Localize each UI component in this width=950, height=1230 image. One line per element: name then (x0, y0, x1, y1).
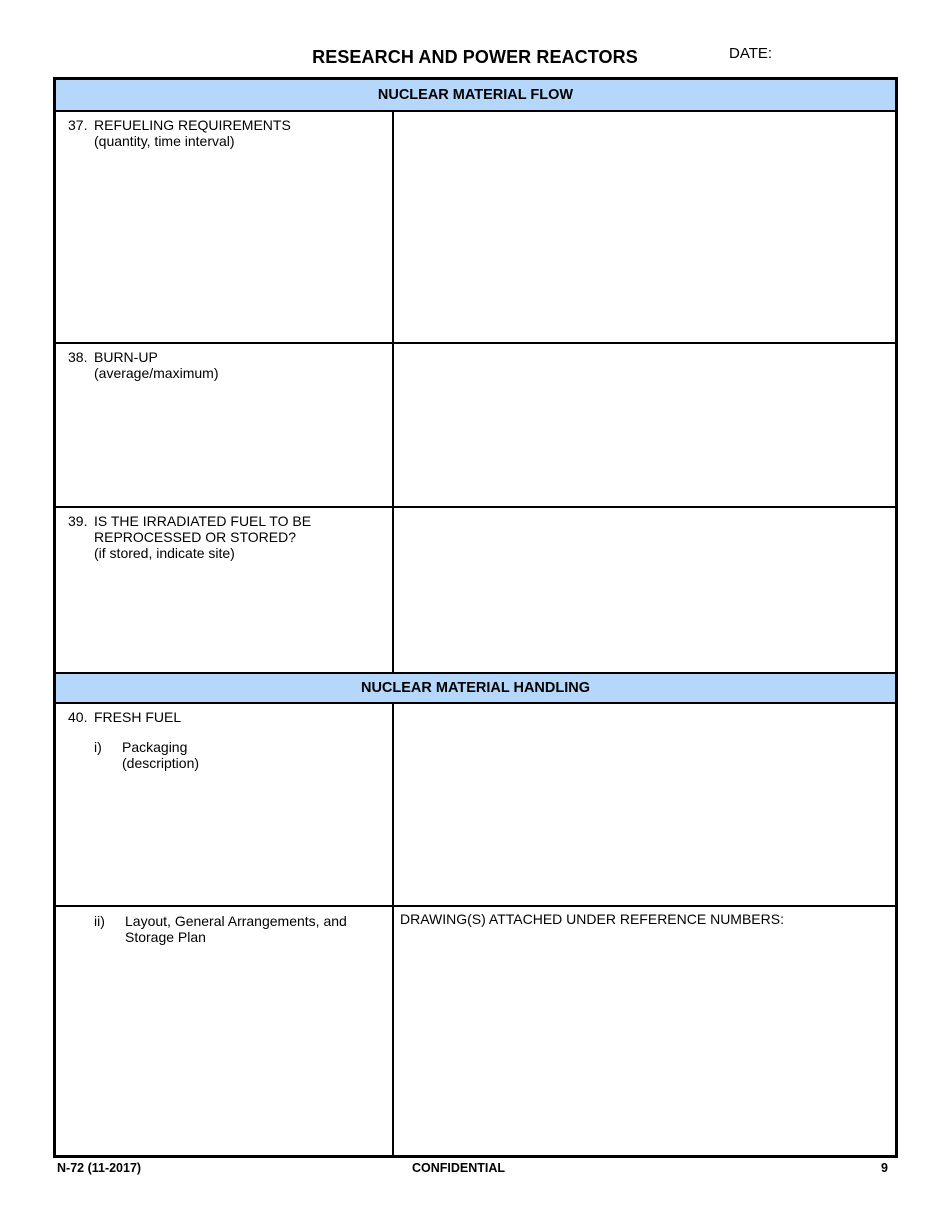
form-frame (53, 77, 898, 1158)
question-38-answer-field[interactable] (394, 344, 895, 506)
question-40-i-answer-field[interactable] (394, 704, 895, 905)
question-38-note: (average/maximum) (94, 365, 219, 381)
question-37-text (94, 117, 384, 149)
question-38-number: 38. (68, 349, 88, 365)
question-row-37 (56, 112, 895, 344)
question-39-answer-field[interactable] (394, 508, 895, 672)
question-40-sub-i-label: Packaging (122, 739, 188, 755)
question-40-sub-i-number: i) (94, 739, 102, 755)
question-row-39 (56, 508, 895, 672)
question-37-number: 37. (68, 117, 88, 133)
question-38-text (94, 349, 384, 381)
date-label: DATE: (729, 45, 773, 62)
question-38-title: BURN-UP (94, 349, 158, 365)
question-40-sub-ii-label-line2: Storage Plan (125, 929, 206, 945)
question-39-text (94, 513, 384, 561)
footer-form-id: N-72 (11-2017) (57, 1161, 142, 1175)
drawings-attached-label: DRAWING(S) ATTACHED UNDER REFERENCE NUMBERS: (400, 911, 784, 927)
question-38-label-cell (56, 344, 394, 506)
question-40-sub-i-note: (description) (122, 755, 200, 771)
question-40-ii-answer-field[interactable] (394, 907, 895, 1155)
question-40-sub-ii-number: ii) (94, 913, 105, 929)
question-39-note: (if stored, indicate site) (94, 545, 235, 561)
question-40-label-cell (56, 704, 394, 905)
question-40-title: FRESH FUEL (94, 709, 182, 725)
question-37-title: REFUELING REQUIREMENTS (94, 117, 291, 133)
question-40-sub-ii-label-line1: Layout, General Arrangements, and (125, 913, 347, 929)
question-37-answer-field[interactable] (394, 112, 895, 342)
footer-classification: CONFIDENTIAL (412, 1161, 506, 1175)
question-39-title-line1: IS THE IRRADIATED FUEL TO BE (94, 513, 312, 529)
question-39-label-cell (56, 508, 394, 672)
question-row-40-ii (56, 907, 895, 1155)
question-40-sub-ii-text (125, 913, 385, 945)
question-37-note: (quantity, time interval) (94, 133, 235, 149)
section-header-material-handling: NUCLEAR MATERIAL HANDLING (56, 672, 895, 704)
question-39-title-line2: REPROCESSED OR STORED? (94, 529, 297, 545)
question-40-sub-i-text (122, 739, 382, 771)
question-40-number: 40. (68, 709, 88, 725)
section-header-material-flow: NUCLEAR MATERIAL FLOW (56, 80, 895, 112)
footer-page-number: 9 (881, 1161, 888, 1175)
question-row-40-i (56, 704, 895, 907)
question-37-label-cell (56, 112, 394, 342)
page-title: RESEARCH AND POWER REACTORS (312, 47, 638, 67)
question-39-number: 39. (68, 513, 88, 529)
question-row-38 (56, 344, 895, 508)
question-40-ii-label-cell (56, 907, 394, 1155)
